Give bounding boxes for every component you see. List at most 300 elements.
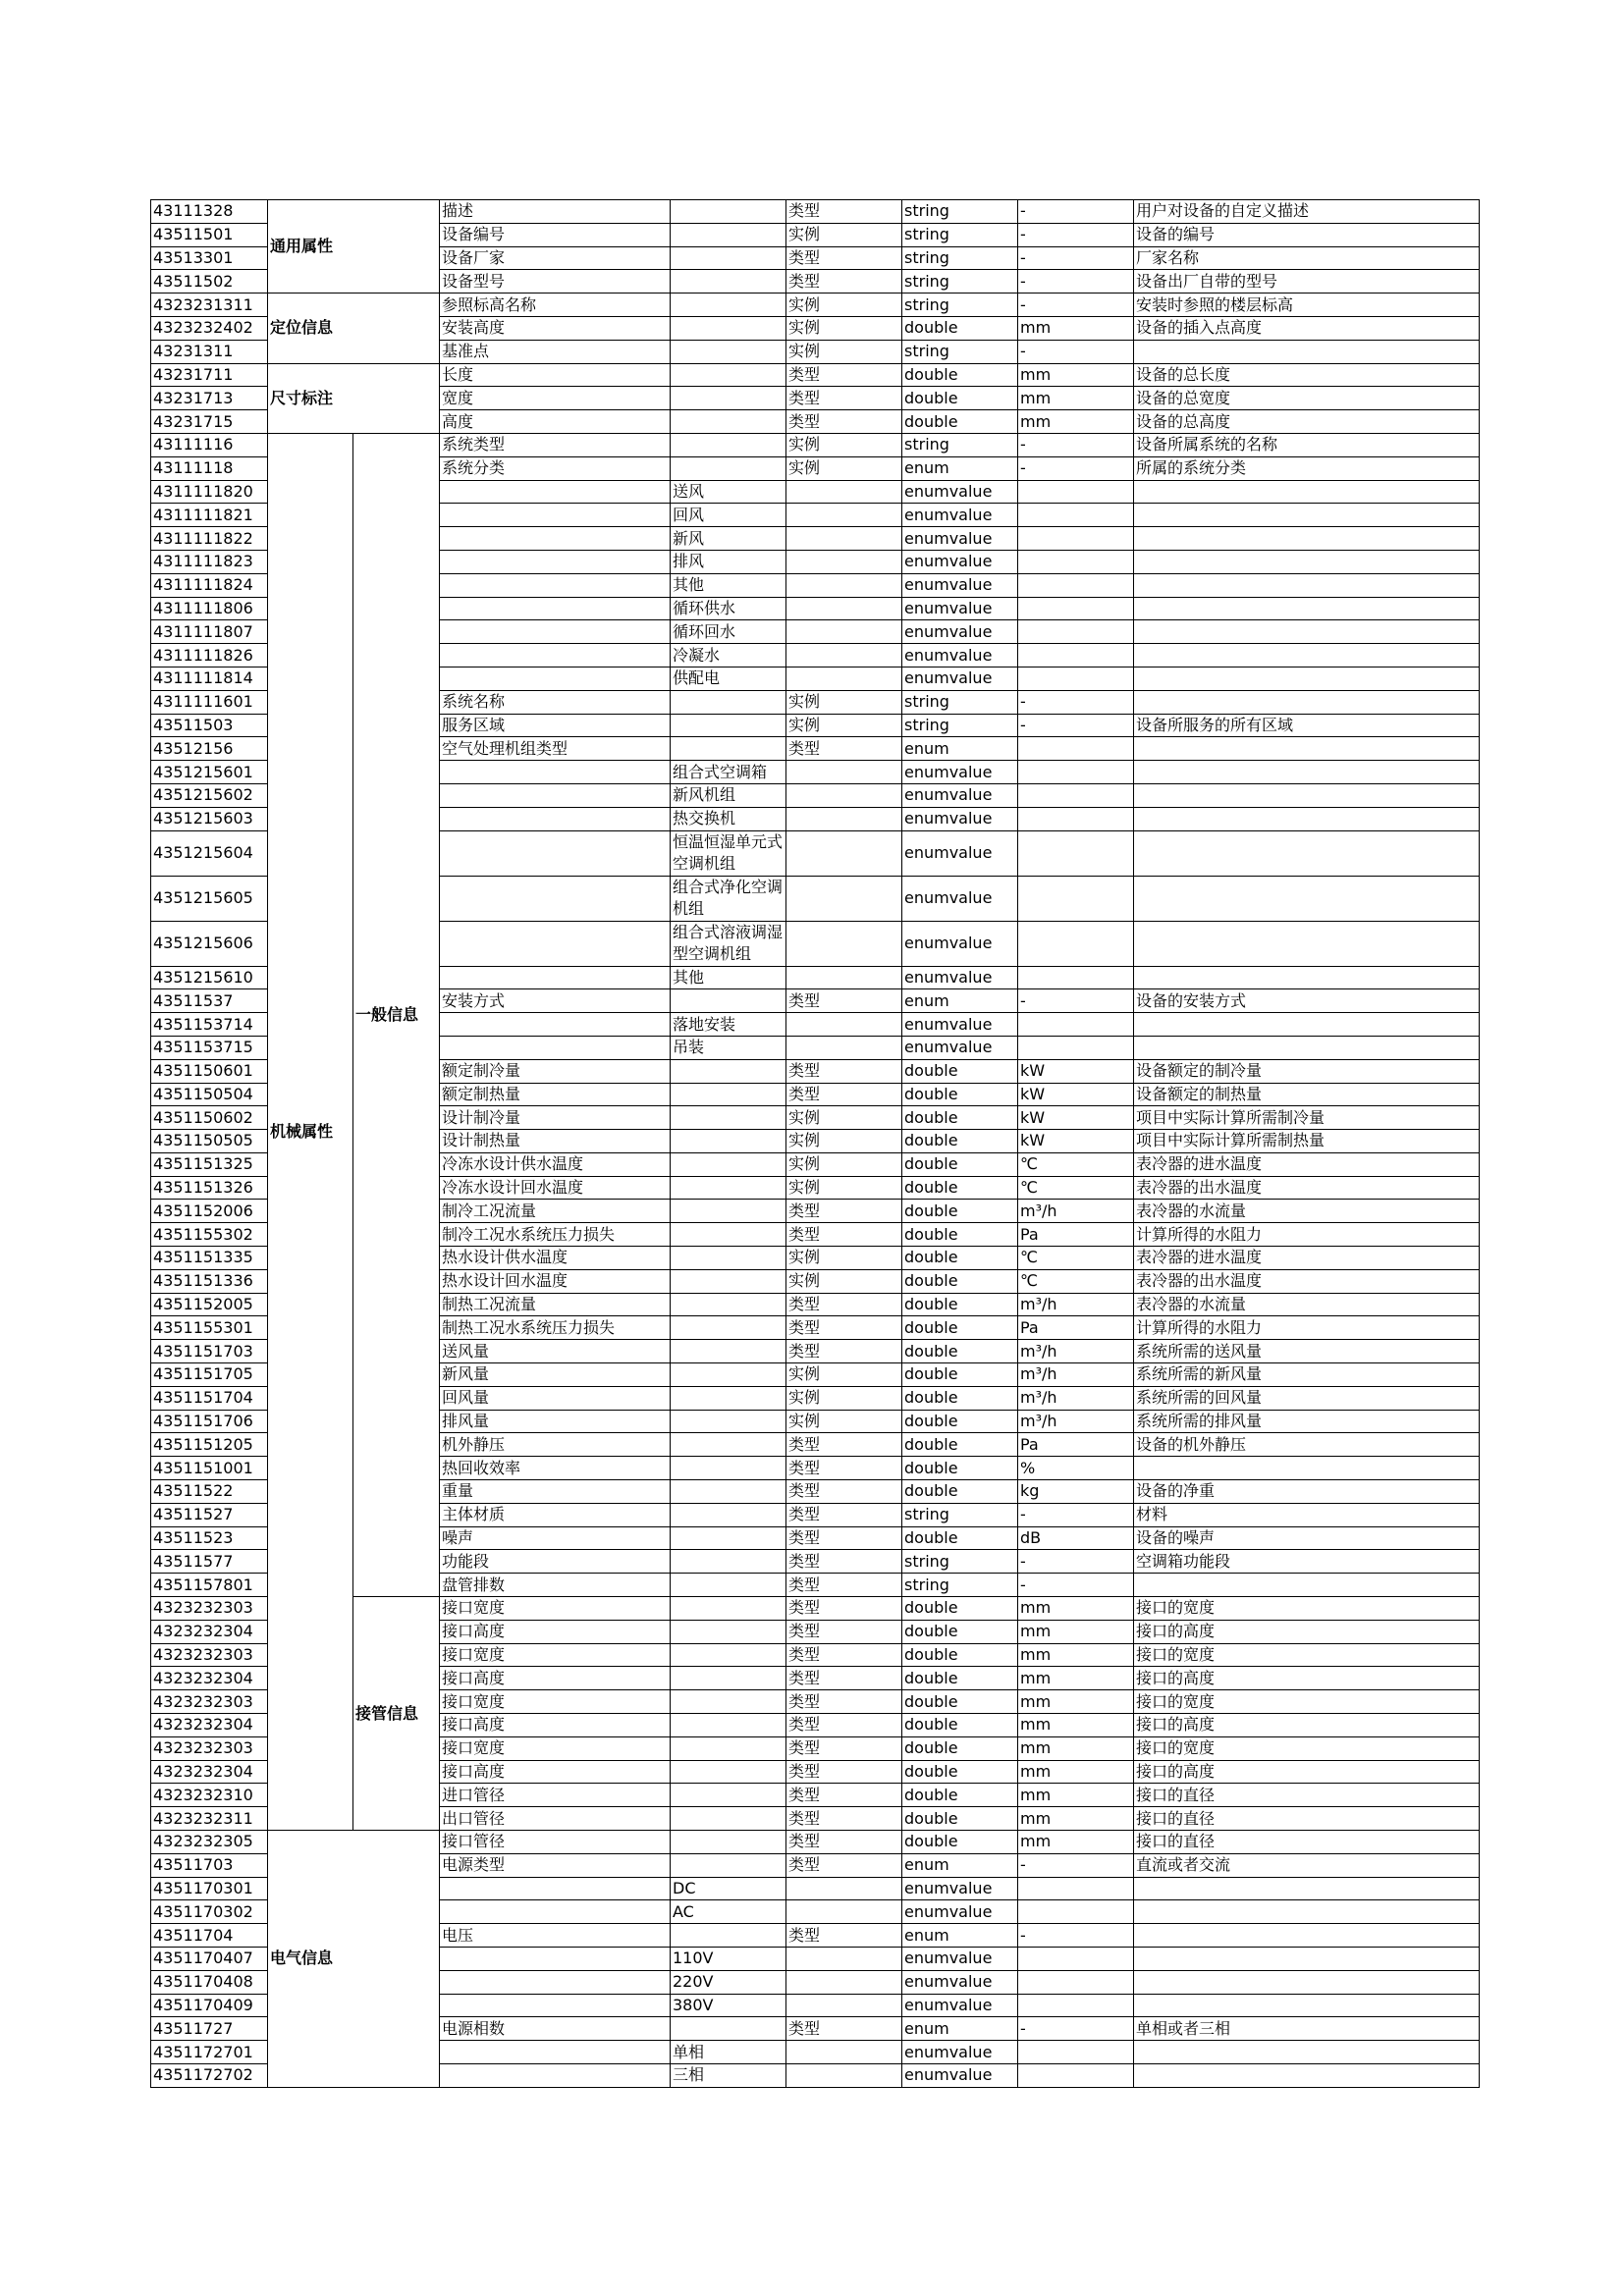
group-label-dimension: 尺寸标注 (268, 363, 440, 433)
datatype-cell: double (902, 1130, 1018, 1153)
code-cell: 4351151706 (151, 1410, 268, 1433)
unit-cell: - (1018, 223, 1134, 246)
unit-cell (1018, 550, 1134, 573)
scope-cell (786, 1036, 902, 1059)
scope-cell: 实例 (786, 1176, 902, 1200)
param-name-cell: 制冷工况水系统压力损失 (440, 1223, 671, 1247)
scope-cell: 类型 (786, 1714, 902, 1737)
unit-cell: kg (1018, 1480, 1134, 1504)
param-name-cell: 接口高度 (440, 1760, 671, 1784)
scope-cell: 类型 (786, 1223, 902, 1247)
code-cell: 4323232304 (151, 1667, 268, 1690)
param-name-cell (440, 644, 671, 667)
datatype-cell: enumvalue (902, 644, 1018, 667)
enum-value-cell (671, 1200, 786, 1223)
code-cell: 4351215605 (151, 876, 268, 921)
table-row (151, 200, 1480, 224)
enum-value-cell (671, 316, 786, 340)
enum-value-cell (671, 690, 786, 714)
unit-cell: kW (1018, 1059, 1134, 1083)
scope-cell (786, 966, 902, 989)
scope-cell: 实例 (786, 456, 902, 480)
enum-value-cell: 循环供水 (671, 597, 786, 620)
code-cell: 4311111826 (151, 644, 268, 667)
unit-cell (1018, 2041, 1134, 2064)
code-cell: 4351153714 (151, 1013, 268, 1037)
description-cell (1134, 1947, 1480, 1970)
code-cell: 4323231311 (151, 294, 268, 317)
unit-cell: ℃ (1018, 1247, 1134, 1270)
scope-cell: 类型 (786, 1480, 902, 1504)
group-label-general: 通用属性 (268, 200, 440, 294)
code-cell: 43231711 (151, 363, 268, 387)
scope-cell: 类型 (786, 1667, 902, 1690)
param-name-cell: 重量 (440, 1480, 671, 1504)
param-name-cell: 噪声 (440, 1526, 671, 1550)
param-name-cell (440, 1877, 671, 1900)
datatype-cell: double (902, 1410, 1018, 1433)
param-name-cell (440, 527, 671, 551)
param-name-cell (440, 966, 671, 989)
code-cell: 4351151336 (151, 1269, 268, 1293)
unit-cell: Pa (1018, 1223, 1134, 1247)
datatype-cell: double (902, 1807, 1018, 1831)
scope-cell: 类型 (786, 1736, 902, 1760)
scope-cell (786, 807, 902, 830)
enum-value-cell: 回风 (671, 504, 786, 527)
enum-value-cell (671, 1597, 786, 1621)
code-cell: 4311111821 (151, 504, 268, 527)
description-cell: 设备的总高度 (1134, 410, 1480, 434)
scope-cell: 实例 (786, 1269, 902, 1293)
param-name-cell (440, 597, 671, 620)
enum-value-cell (671, 1457, 786, 1480)
description-cell (1134, 966, 1480, 989)
unit-cell (1018, 480, 1134, 504)
unit-cell (1018, 527, 1134, 551)
scope-cell (786, 783, 902, 807)
datatype-cell: enum (902, 2017, 1018, 2041)
code-cell: 4311111806 (151, 597, 268, 620)
scope-cell (786, 620, 902, 644)
enum-value-cell (671, 1736, 786, 1760)
param-name-cell: 基准点 (440, 340, 671, 363)
param-name-cell (440, 1994, 671, 2017)
datatype-cell: double (902, 1106, 1018, 1130)
param-name-cell: 接口高度 (440, 1667, 671, 1690)
unit-cell (1018, 1013, 1134, 1037)
param-name-cell: 长度 (440, 363, 671, 387)
code-cell: 43231713 (151, 387, 268, 410)
enum-value-cell: 循环回水 (671, 620, 786, 644)
enum-value-cell: 落地安装 (671, 1013, 786, 1037)
datatype-cell: double (902, 363, 1018, 387)
unit-cell: mm (1018, 1597, 1134, 1621)
param-name-cell: 电源类型 (440, 1853, 671, 1877)
scope-cell (786, 644, 902, 667)
scope-cell: 类型 (786, 1316, 902, 1340)
group-label-location: 定位信息 (268, 294, 440, 363)
scope-cell: 类型 (786, 737, 902, 761)
param-name-cell: 接口宽度 (440, 1643, 671, 1667)
param-name-cell: 主体材质 (440, 1503, 671, 1526)
code-cell: 4351215603 (151, 807, 268, 830)
enum-value-cell (671, 1269, 786, 1293)
param-name-cell (440, 550, 671, 573)
datatype-cell: double (902, 1831, 1018, 1854)
code-cell: 4351172702 (151, 2063, 268, 2087)
datatype-cell: double (902, 1667, 1018, 1690)
datatype-cell: double (902, 1083, 1018, 1106)
enum-value-cell (671, 1526, 786, 1550)
unit-cell: mm (1018, 1784, 1134, 1807)
scope-cell (786, 1994, 902, 2017)
unit-cell: - (1018, 690, 1134, 714)
scope-cell: 类型 (786, 2017, 902, 2041)
unit-cell: m³/h (1018, 1340, 1134, 1363)
description-cell (1134, 2063, 1480, 2087)
datatype-cell: double (902, 1247, 1018, 1270)
enum-value-cell (671, 1503, 786, 1526)
datatype-cell: enum (902, 1853, 1018, 1877)
scope-cell: 实例 (786, 316, 902, 340)
description-cell (1134, 737, 1480, 761)
enum-value-cell (671, 363, 786, 387)
scope-cell: 类型 (786, 387, 902, 410)
param-name-cell: 设备型号 (440, 270, 671, 294)
enum-value-cell (671, 1714, 786, 1737)
datatype-cell: double (902, 1059, 1018, 1083)
code-cell: 4351151705 (151, 1363, 268, 1387)
unit-cell: ℃ (1018, 1176, 1134, 1200)
scope-cell: 实例 (786, 433, 902, 456)
param-name-cell (440, 573, 671, 597)
description-cell (1134, 783, 1480, 807)
datatype-cell: double (902, 1223, 1018, 1247)
scope-cell (786, 1900, 902, 1924)
datatype-cell: enumvalue (902, 1970, 1018, 1994)
unit-cell: - (1018, 2017, 1134, 2041)
description-cell: 材料 (1134, 1503, 1480, 1526)
scope-cell: 实例 (786, 1386, 902, 1410)
enum-value-cell: DC (671, 1877, 786, 1900)
description-cell: 项目中实际计算所需制热量 (1134, 1130, 1480, 1153)
unit-cell: - (1018, 200, 1134, 224)
param-name-cell (440, 2063, 671, 2087)
param-name-cell: 新风量 (440, 1363, 671, 1387)
code-cell: 4323232304 (151, 1760, 268, 1784)
code-cell: 43512156 (151, 737, 268, 761)
unit-cell: Pa (1018, 1316, 1134, 1340)
datatype-cell: enumvalue (902, 966, 1018, 989)
datatype-cell: enumvalue (902, 550, 1018, 573)
code-cell: 43511523 (151, 1526, 268, 1550)
param-name-cell: 系统类型 (440, 433, 671, 456)
unit-cell: mm (1018, 1643, 1134, 1667)
scope-cell: 类型 (786, 1807, 902, 1831)
scope-cell (786, 527, 902, 551)
scope-cell (786, 1970, 902, 1994)
description-cell: 接口的高度 (1134, 1760, 1480, 1784)
scope-cell (786, 921, 902, 966)
description-cell (1134, 1013, 1480, 1037)
unit-cell: kW (1018, 1106, 1134, 1130)
datatype-cell: enumvalue (902, 667, 1018, 690)
enum-value-cell: 三相 (671, 2063, 786, 2087)
description-cell (1134, 597, 1480, 620)
datatype-cell: double (902, 1597, 1018, 1621)
enum-value-cell: AC (671, 1900, 786, 1924)
unit-cell: - (1018, 714, 1134, 737)
code-cell: 43231715 (151, 410, 268, 434)
param-name-cell: 额定制热量 (440, 1083, 671, 1106)
unit-cell (1018, 573, 1134, 597)
unit-cell: - (1018, 294, 1134, 317)
datatype-cell: enumvalue (902, 830, 1018, 876)
enum-value-cell (671, 1831, 786, 1854)
description-cell (1134, 550, 1480, 573)
code-cell: 4323232304 (151, 1714, 268, 1737)
code-cell: 43511503 (151, 714, 268, 737)
unit-cell (1018, 1994, 1134, 2017)
code-cell: 4351170407 (151, 1947, 268, 1970)
unit-cell: m³/h (1018, 1410, 1134, 1433)
code-cell: 4351151325 (151, 1152, 268, 1176)
datatype-cell: double (902, 1690, 1018, 1714)
unit-cell (1018, 597, 1134, 620)
code-cell: 4311111807 (151, 620, 268, 644)
unit-cell: mm (1018, 1690, 1134, 1714)
enum-value-cell: 组合式净化空调机组 (671, 876, 786, 921)
scope-cell: 实例 (786, 223, 902, 246)
param-name-cell: 排风量 (440, 1410, 671, 1433)
datatype-cell: enumvalue (902, 1994, 1018, 2017)
datatype-cell: string (902, 294, 1018, 317)
enum-value-cell (671, 1480, 786, 1504)
param-name-cell (440, 807, 671, 830)
datatype-cell: enumvalue (902, 876, 1018, 921)
unit-cell: % (1018, 1457, 1134, 1480)
unit-cell: m³/h (1018, 1386, 1134, 1410)
scope-cell: 类型 (786, 989, 902, 1013)
enum-value-cell (671, 1316, 786, 1340)
datatype-cell: double (902, 1316, 1018, 1340)
param-name-cell (440, 2041, 671, 2064)
enum-value-cell (671, 2017, 786, 2041)
description-cell: 表冷器的水流量 (1134, 1200, 1480, 1223)
scope-cell: 类型 (786, 1200, 902, 1223)
datatype-cell: double (902, 387, 1018, 410)
enum-value-cell (671, 340, 786, 363)
param-name-cell: 接口宽度 (440, 1690, 671, 1714)
code-cell: 4323232303 (151, 1643, 268, 1667)
enum-value-cell: 新风 (671, 527, 786, 551)
param-name-cell (440, 761, 671, 784)
scope-cell (786, 573, 902, 597)
param-name-cell: 高度 (440, 410, 671, 434)
table-row (151, 363, 1480, 387)
scope-cell: 实例 (786, 714, 902, 737)
scope-cell (786, 1013, 902, 1037)
unit-cell (1018, 1947, 1134, 1970)
code-cell: 4323232303 (151, 1690, 268, 1714)
enum-value-cell (671, 1247, 786, 1270)
enum-value-cell (671, 200, 786, 224)
unit-cell: ℃ (1018, 1152, 1134, 1176)
unit-cell: m³/h (1018, 1200, 1134, 1223)
code-cell: 43111328 (151, 200, 268, 224)
datatype-cell: double (902, 1736, 1018, 1760)
datatype-cell: enum (902, 737, 1018, 761)
description-cell: 设备的总长度 (1134, 363, 1480, 387)
description-cell (1134, 807, 1480, 830)
description-cell: 系统所需的新风量 (1134, 1363, 1480, 1387)
datatype-cell: enumvalue (902, 1013, 1018, 1037)
scope-cell: 实例 (786, 1106, 902, 1130)
datatype-cell: enum (902, 456, 1018, 480)
code-cell: 43111116 (151, 433, 268, 456)
code-cell: 4323232303 (151, 1736, 268, 1760)
enum-value-cell (671, 270, 786, 294)
code-cell: 43111118 (151, 456, 268, 480)
param-name-cell: 设备厂家 (440, 246, 671, 270)
datatype-cell: double (902, 1433, 1018, 1457)
unit-cell: mm (1018, 410, 1134, 434)
unit-cell: - (1018, 433, 1134, 456)
datatype-cell: enum (902, 1924, 1018, 1948)
param-name-cell: 安装高度 (440, 316, 671, 340)
scope-cell: 类型 (786, 1526, 902, 1550)
datatype-cell: string (902, 690, 1018, 714)
scope-cell (786, 761, 902, 784)
datatype-cell: enumvalue (902, 783, 1018, 807)
datatype-cell: enumvalue (902, 573, 1018, 597)
scope-cell (786, 876, 902, 921)
scope-cell (786, 480, 902, 504)
scope-cell: 类型 (786, 1784, 902, 1807)
code-cell: 4323232310 (151, 1784, 268, 1807)
param-name-cell: 接口宽度 (440, 1597, 671, 1621)
scope-cell: 类型 (786, 1853, 902, 1877)
code-cell: 4351151326 (151, 1176, 268, 1200)
code-cell: 4351215602 (151, 783, 268, 807)
enum-value-cell (671, 1176, 786, 1200)
enum-value-cell (671, 1690, 786, 1714)
datatype-cell: double (902, 1269, 1018, 1293)
param-name-cell: 冷冻水设计供水温度 (440, 1152, 671, 1176)
param-name-cell: 制热工况水系统压力损失 (440, 1316, 671, 1340)
param-name-cell: 机外静压 (440, 1433, 671, 1457)
enum-value-cell (671, 1083, 786, 1106)
datatype-cell: double (902, 1340, 1018, 1363)
description-cell (1134, 690, 1480, 714)
description-cell: 设备的插入点高度 (1134, 316, 1480, 340)
code-cell: 4351151704 (151, 1386, 268, 1410)
datatype-cell: string (902, 1550, 1018, 1574)
scope-cell: 实例 (786, 1130, 902, 1153)
unit-cell: mm (1018, 1807, 1134, 1831)
unit-cell (1018, 761, 1134, 784)
scope-cell: 类型 (786, 1433, 902, 1457)
description-cell (1134, 480, 1480, 504)
description-cell: 表冷器的进水温度 (1134, 1152, 1480, 1176)
enum-value-cell: 供配电 (671, 667, 786, 690)
code-cell: 4351150505 (151, 1130, 268, 1153)
param-name-cell: 电压 (440, 1924, 671, 1948)
description-cell: 用户对设备的自定义描述 (1134, 200, 1480, 224)
code-cell: 43511537 (151, 989, 268, 1013)
scope-cell: 类型 (786, 1620, 902, 1643)
scope-cell: 类型 (786, 1760, 902, 1784)
param-name-cell (440, 783, 671, 807)
param-name-cell (440, 1036, 671, 1059)
datatype-cell: enumvalue (902, 761, 1018, 784)
unit-cell: m³/h (1018, 1293, 1134, 1316)
unit-cell: mm (1018, 363, 1134, 387)
unit-cell (1018, 2063, 1134, 2087)
datatype-cell: double (902, 1152, 1018, 1176)
enum-value-cell: 排风 (671, 550, 786, 573)
unit-cell: mm (1018, 1714, 1134, 1737)
code-cell: 43231311 (151, 340, 268, 363)
param-name-cell (440, 1900, 671, 1924)
enum-value-cell (671, 1924, 786, 1948)
param-name-cell (440, 1013, 671, 1037)
enum-value-cell (671, 433, 786, 456)
unit-cell: - (1018, 340, 1134, 363)
table-row (151, 1831, 1480, 1854)
scope-cell (786, 667, 902, 690)
datatype-cell: double (902, 1457, 1018, 1480)
description-cell: 空调箱功能段 (1134, 1550, 1480, 1574)
table-row (151, 294, 1480, 317)
code-cell: 4351155302 (151, 1223, 268, 1247)
scope-cell: 类型 (786, 1457, 902, 1480)
param-name-cell: 电源相数 (440, 2017, 671, 2041)
code-cell: 4351151335 (151, 1247, 268, 1270)
description-cell: 设备的机外静压 (1134, 1433, 1480, 1457)
description-cell: 单相或者三相 (1134, 2017, 1480, 2041)
description-cell (1134, 1900, 1480, 1924)
scope-cell: 类型 (786, 1059, 902, 1083)
datatype-cell: enumvalue (902, 1947, 1018, 1970)
code-cell: 4311111601 (151, 690, 268, 714)
code-cell: 4351152006 (151, 1200, 268, 1223)
param-name-cell (440, 667, 671, 690)
scope-cell (786, 2041, 902, 2064)
unit-cell: mm (1018, 1831, 1134, 1854)
param-name-cell: 冷冻水设计回水温度 (440, 1176, 671, 1200)
unit-cell: ℃ (1018, 1269, 1134, 1293)
datatype-cell: string (902, 433, 1018, 456)
unit-cell: dB (1018, 1526, 1134, 1550)
enum-value-cell: 热交换机 (671, 807, 786, 830)
enum-value-cell (671, 1550, 786, 1574)
description-cell: 系统所需的送风量 (1134, 1340, 1480, 1363)
enum-value-cell (671, 1223, 786, 1247)
unit-cell (1018, 737, 1134, 761)
description-cell: 设备的总宽度 (1134, 387, 1480, 410)
datatype-cell: double (902, 1386, 1018, 1410)
enum-value-cell (671, 1853, 786, 1877)
scope-cell: 类型 (786, 1293, 902, 1316)
unit-cell (1018, 1970, 1134, 1994)
param-name-cell: 参照标高名称 (440, 294, 671, 317)
datatype-cell: string (902, 714, 1018, 737)
description-cell: 接口的宽度 (1134, 1690, 1480, 1714)
description-cell: 接口的直径 (1134, 1807, 1480, 1831)
datatype-cell: string (902, 200, 1018, 224)
